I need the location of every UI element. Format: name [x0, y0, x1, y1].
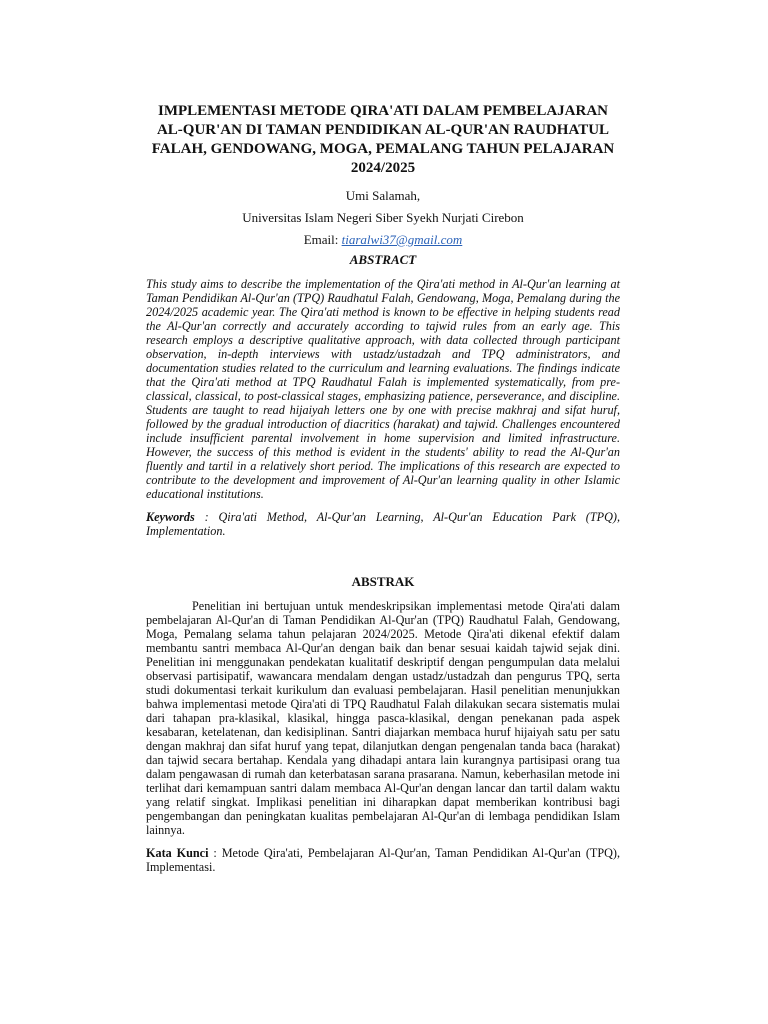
email-label: Email: [303, 232, 342, 247]
abstrak-body: Penelitian ini bertujuan untuk mendeskripsikan implementasi metode Qira'ati dalam pembelajaran Al-Qur'an di Taman Pendidikan Al-Qur'an (TPQ) Raudhatul Falah, Gendowang, Moga, Pemalang selama tahun pelajaran 2024/2025. Metode Qira'ati dikenal efektif dalam membantu santri membaca Al-Qur'an dengan baik dan benar sesuai kaidah tajwid sejak dini. Penelitian ini menggunakan pendekatan kualitatif deskriptif dengan pengumpulan data melalui observasi partisipatif, wawancara mendalam dengan ustadz/ustadzah dan pengurus TPQ, serta studi dokumentasi terkait kurikulum dan evaluasi pembelajaran. Hasil penelitian menunjukkan bahwa implementasi metode Qira'ati di TPQ Raudhatul Falah dilakukan secara sistematis mulai dari tahapan pra-klasikal, klasikal, hingga pasca-klasikal, dengan penekanan pada aspek kesabaran, ketelatenan, dan kedisiplinan. Santri diajarkan membaca huruf hijaiyah satu per satu dengan makhraj dan sifat huruf yang tepat, dilanjutkan dengan pengenalan tanda baca (harakat) dan tajwid secara bertahap. Kendala yang dihadapi antara lain kurangnya partisipasi orang tua dalam pengawasan di rumah dan keterbatasan sarana prasarana. Namun, keberhasilan metode ini terlihat dari kemampuan santri dalam membaca Al-Qur'an dengan lancar dan tartil dalam waktu yang relatif singkat. Implikasi penelitian ini diharapkan dapat memberikan kontribusi bagi pengembangan dan peningkatan kualitas pembelajaran Al-Qur'an di lembaga pendidikan Islam lainnya. [146, 599, 620, 837]
email-line [146, 232, 620, 248]
abstrak-heading: ABSTRAK [351, 574, 415, 589]
document-page [146, 102, 620, 874]
keywords-label: Keywords [146, 510, 195, 524]
email-link[interactable]: tiaralwi37@gmail.com [341, 232, 463, 247]
keywords-line [146, 510, 620, 538]
author-name: Umi Salamah, [345, 188, 421, 203]
keywords-text: : Qira'ati Method, Al-Qur'an Learning, Al-Qur'an Education Park (TPQ), Implementation. [146, 510, 620, 538]
kata-kunci-text: : Metode Qira'ati, Pembelajaran Al-Qur'an, Taman Pendidikan Al-Qur'an (TPQ), Implementasi. [146, 846, 621, 874]
paper-title: IMPLEMENTASI METODE QIRA'ATI DALAM PEMBELAJARAN AL-QUR'AN DI TAMAN PENDIDIKAN AL-QUR'AN RAUDHATUL FALAH, GENDOWANG, MOGA, PEMALANG TAHUN PELAJARAN 2024/2025 [151, 103, 615, 176]
kata-kunci-line [146, 846, 620, 874]
abstract-body: This study aims to describe the implementation of the Qira'ati method in Al-Qur'an learning at Taman Pendidikan Al-Qur'an (TPQ) Raudhatul Falah, Gendowang, Moga, Pemalang during the 2024/2025 academic year. The Qira'ati method is known to be effective in helping students read the Al-Qur'an correctly and accurately according to tajwid rules from an early age. This research employs a descriptive qualitative approach, with data collected through participant observation, in-depth interviews with ustadz/ustadzah and TPQ administrators, and documentation studies related to the curriculum and learning evaluations. The findings indicate that the Qira'ati method at TPQ Raudhatul Falah is implemented systematically, from pre-classical, classical, to post-classical stages, emphasizing patience, perseverance, and discipline. Students are taught to read hijaiyah letters one by one with precise makhraj and sifat huruf, followed by the gradual introduction of diacritics (harakat) and tajwid. Challenges encountered include insufficient parental involvement in home supervision and limited infrastructure. However, the success of this method is evident in the students' ability to read the Al-Qur'an fluently and tartil in a relatively short period. The implications of this research are expected to contribute to the development and improvement of Al-Qur'an learning quality in other Islamic educational institutions. [146, 277, 620, 501]
kata-kunci-label: Kata Kunci [146, 846, 209, 860]
author-affiliation: Universitas Islam Negeri Siber Syekh Nurjati Cirebon [242, 210, 524, 225]
abstract-heading: ABSTRACT [349, 252, 417, 267]
